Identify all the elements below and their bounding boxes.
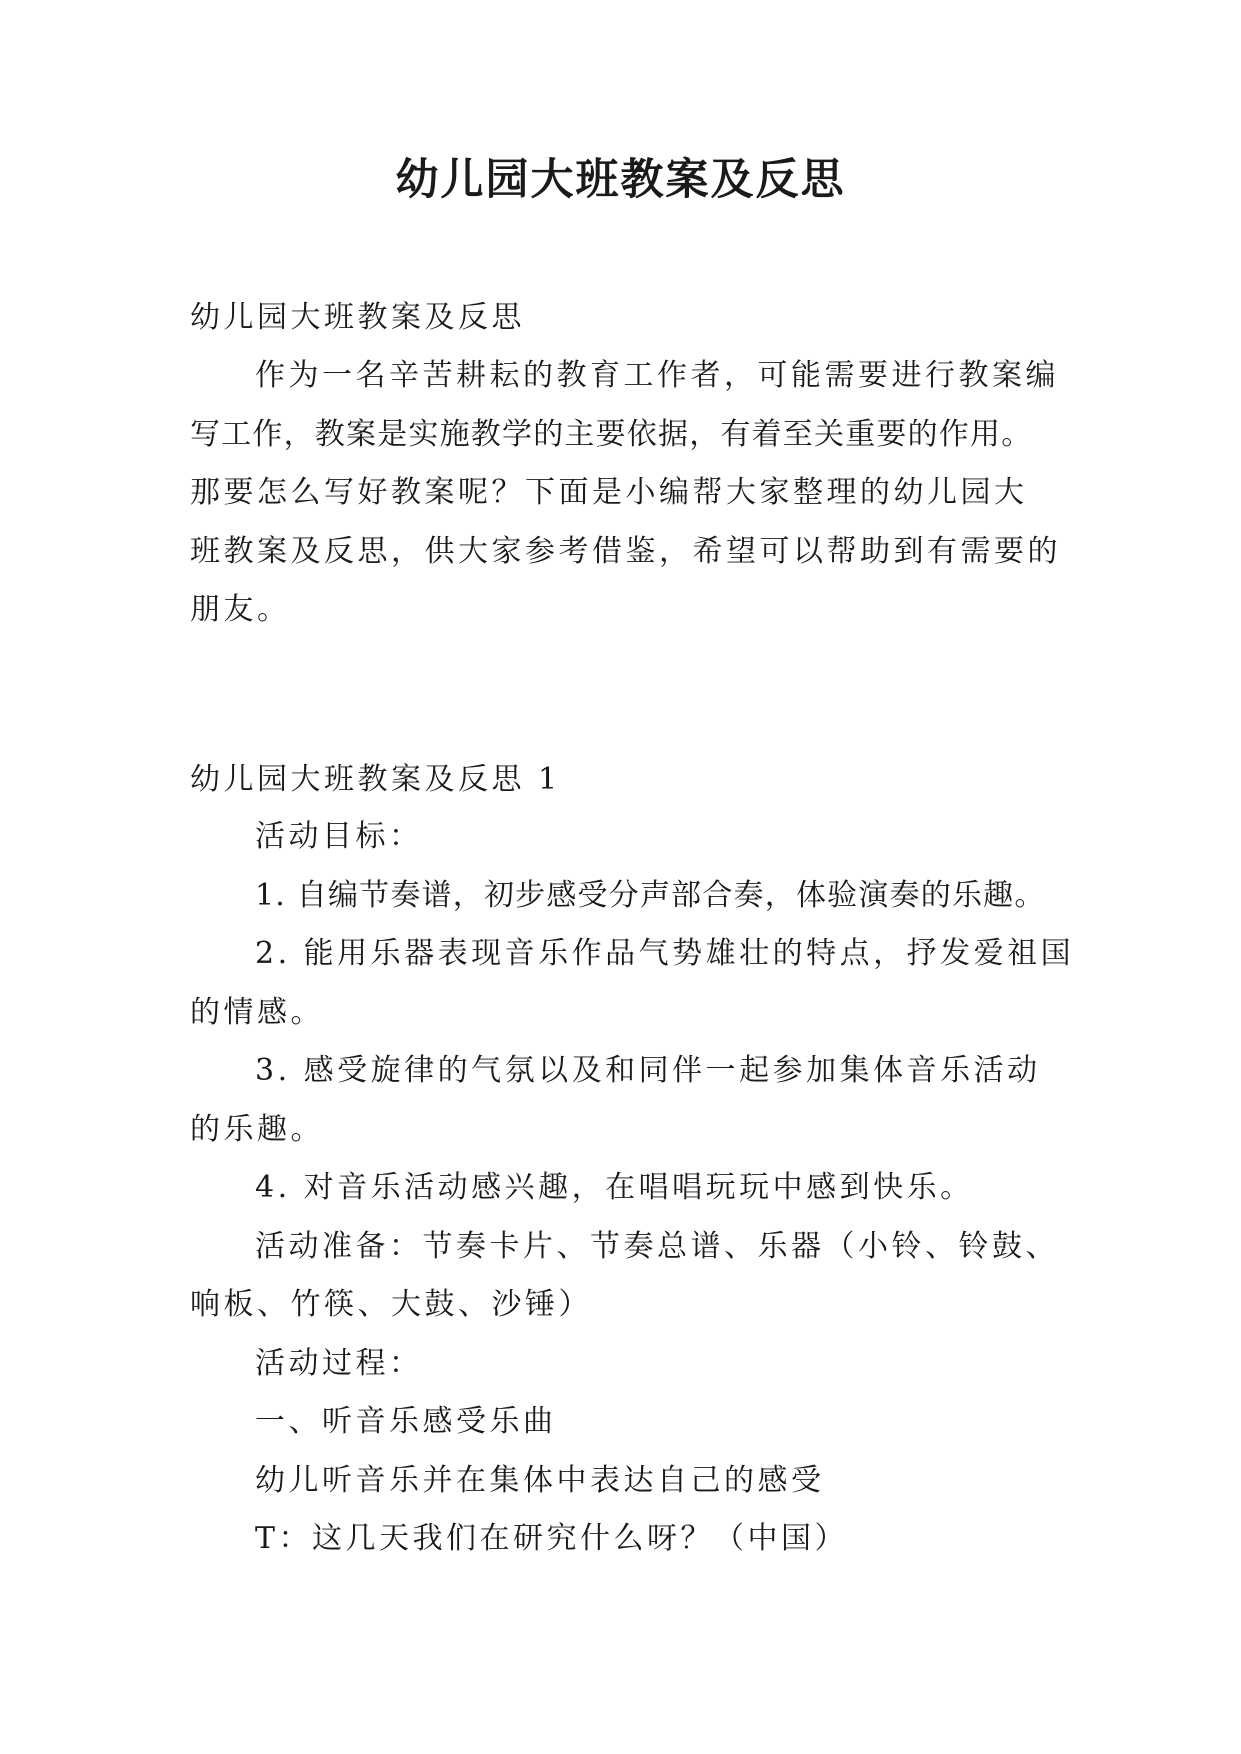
body-line: 1. 自编节奏谱，初步感受分声部合奏，体验演奏的乐趣。 (255, 878, 1046, 913)
body-line: 一、听音乐感受乐曲 (255, 1404, 557, 1439)
body-line: 活动准备：节奏卡片、节奏总谱、乐器（小铃、铃鼓、 (255, 1229, 1059, 1264)
intro-line: 朋友。 (190, 592, 291, 627)
intro-line: 写工作，教案是实施教学的主要依据，有着至关重要的作用。 (190, 417, 1033, 452)
body-line: 2. 能用乐器表现音乐作品气势雄壮的特点，抒发爱祖国 (255, 936, 1075, 971)
intro-line: 班教案及反思，供大家参考借鉴，希望可以帮助到有需要的 (190, 534, 1061, 569)
intro-line: 那要怎么写好教案呢？下面是小编帮大家整理的幼儿园大 (190, 475, 1028, 510)
body-line: 幼儿听音乐并在集体中表达自己的感受 (255, 1463, 825, 1498)
document-title: 幼儿园大班教案及反思 (395, 155, 846, 205)
body-line: 响板、竹筷、大鼓、沙锤） (190, 1287, 592, 1322)
body-line: T：这几天我们在研究什么呀？（中国） (255, 1521, 849, 1556)
body-line: 的乐趣。 (190, 1112, 324, 1147)
body-line: 活动过程： (255, 1346, 423, 1381)
section-heading: 幼儿园大班教案及反思 1 (190, 762, 561, 797)
body-line: 的情感。 (190, 995, 324, 1030)
body-line: 活动目标： (255, 819, 423, 854)
document-subtitle: 幼儿园大班教案及反思 (190, 300, 525, 335)
body-line: 4. 对音乐活动感兴趣，在唱唱玩玩中感到快乐。 (255, 1170, 974, 1205)
intro-line: 作为一名辛苦耕耘的教育工作者，可能需要进行教案编 (255, 358, 1059, 393)
body-line: 3. 感受旋律的气氛以及和同伴一起参加集体音乐活动 (255, 1053, 1041, 1088)
